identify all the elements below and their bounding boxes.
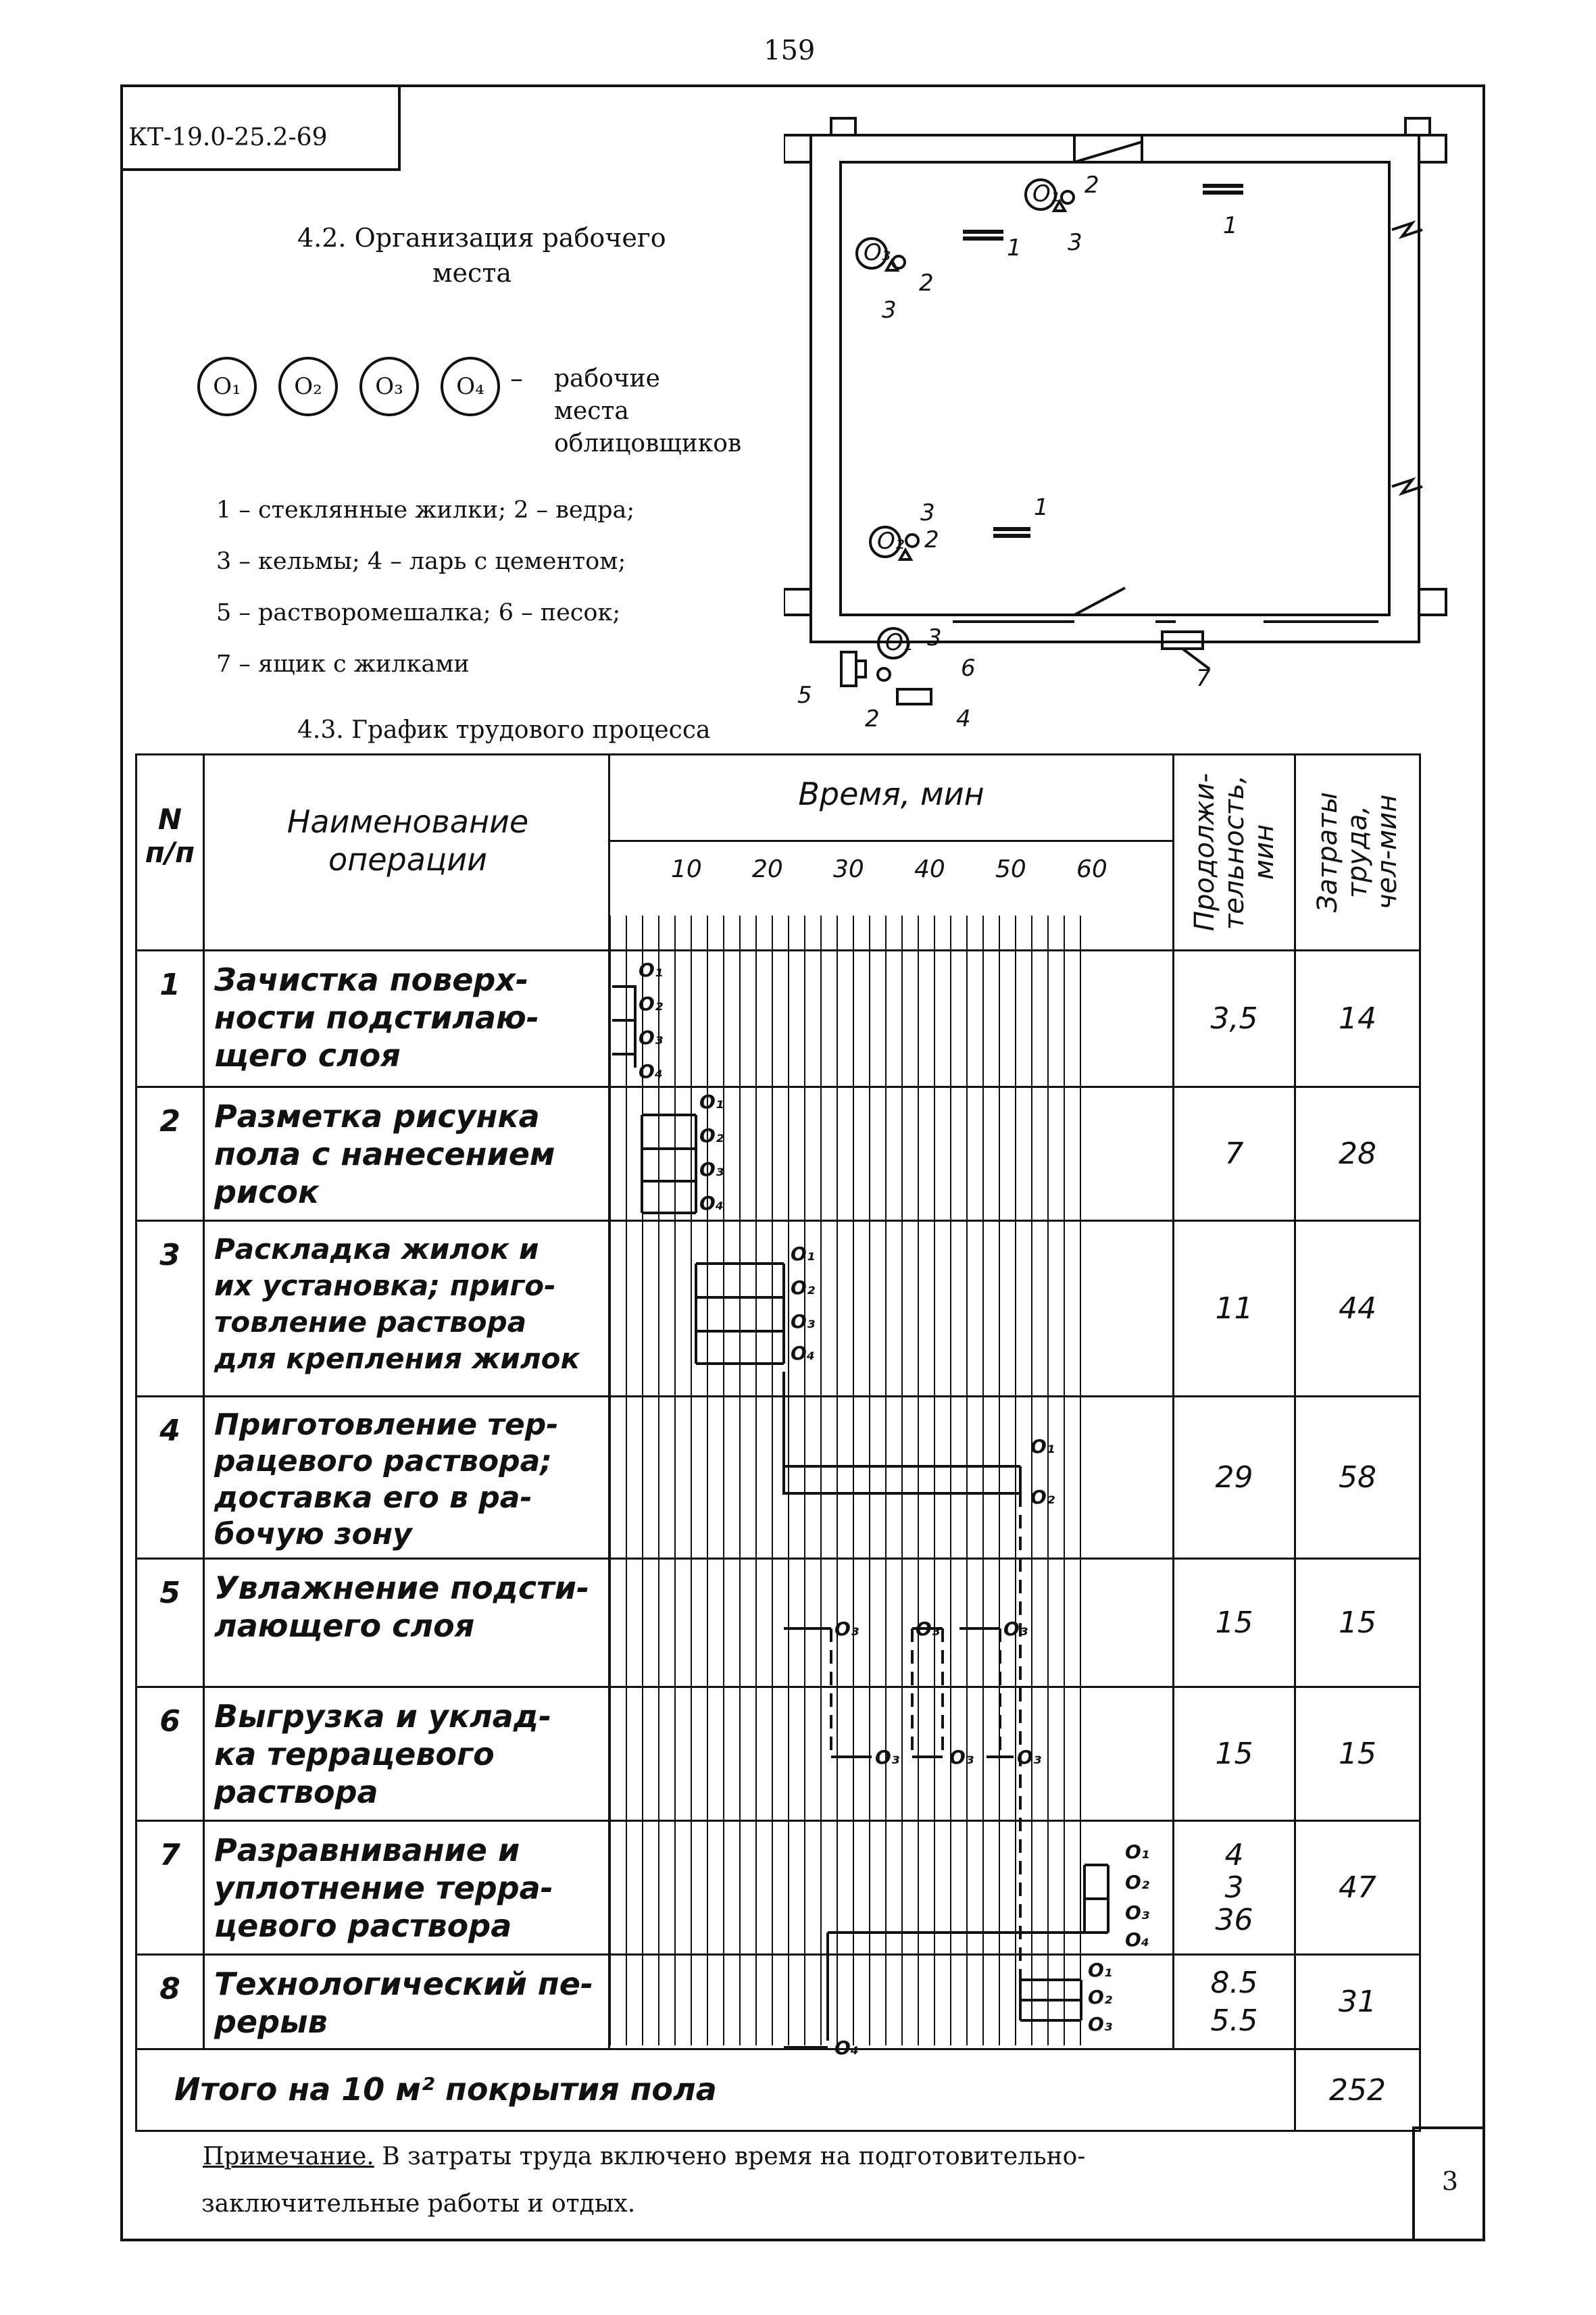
note-text-2: заключительные работы и отдых. — [201, 2190, 636, 2218]
tick-50: 50 — [995, 855, 1026, 883]
g-r5-o3b: O₃ — [916, 1618, 941, 1640]
total-value: 252 — [1295, 2049, 1420, 2131]
g-r8-o2: O₂ — [1088, 1986, 1113, 2008]
g-r2-o3: O₃ — [699, 1158, 724, 1180]
row7-num: 7 — [136, 1821, 204, 1955]
row1-operation: Зачистка поверх- ности подстилаю- щего слоя — [204, 951, 609, 1087]
plan-n3-a: 3 — [882, 297, 897, 324]
g-r3-o2: O₂ — [791, 1276, 816, 1299]
row1-num: 1 — [136, 951, 204, 1087]
plan-o1: O₁ — [1032, 180, 1060, 207]
row3-operation: Раскладка жилок и их установка; приго- товление раствора для крепления жилок — [204, 1221, 609, 1397]
g-r1-o2: O₂ — [639, 993, 664, 1015]
tick-30: 30 — [833, 855, 864, 883]
note-head: Примечание. — [203, 2143, 374, 2170]
row1-duration: 3,5 — [1174, 951, 1295, 1087]
row2-timeline — [609, 1087, 1174, 1221]
time-scale — [610, 842, 1172, 896]
g-r1-o1: O₁ — [639, 959, 664, 981]
row3-num: 3 — [136, 1221, 204, 1397]
row7-labor: 47 — [1295, 1821, 1420, 1955]
plan-n2-d: 2 — [865, 705, 880, 732]
g-r6-o3c: O₃ — [1017, 1746, 1042, 1768]
g-r2-o1: O₁ — [699, 1091, 724, 1113]
g-r8-o3: O₃ — [1088, 2013, 1113, 2035]
legend-line-2: 3 – кельмы; 4 – ларь с цементом; — [216, 548, 626, 575]
g-r8-o1: O₁ — [1088, 1959, 1113, 1981]
row8-operation: Технологический пе- рерыв — [204, 1955, 609, 2049]
labor-process-table — [135, 753, 1421, 2132]
plan-n3-c: 3 — [920, 499, 935, 526]
header-operation: Наименование операции — [204, 755, 609, 951]
g-r3-o3: O₃ — [791, 1310, 816, 1333]
workers-desc-2: места — [554, 397, 629, 425]
row5-timeline — [609, 1559, 1174, 1687]
plan-o2: O₂ — [877, 528, 905, 555]
row4-timeline — [609, 1397, 1174, 1559]
plan-n6: 6 — [961, 655, 976, 682]
worker-o4-symbol: O₄ — [441, 357, 500, 416]
row8-num: 8 — [136, 1955, 204, 2049]
worker-o2-symbol: O₂ — [278, 357, 338, 416]
plan-n3-b: 3 — [1068, 229, 1082, 256]
row2-num: 2 — [136, 1087, 204, 1221]
plan-n2-c: 2 — [924, 526, 939, 553]
workers-desc-1: рабочие — [554, 365, 660, 393]
g-r7-o2: O₂ — [1125, 1871, 1150, 1893]
g-r5-o3c: O₃ — [1003, 1618, 1028, 1640]
row6-operation: Выгрузка и уклад- ка террацевого раствора — [204, 1687, 609, 1821]
row6-timeline — [609, 1687, 1174, 1821]
plan-o1-b: O₁ — [885, 629, 913, 656]
note — [203, 2133, 1351, 2228]
header-num: N п/п — [136, 755, 204, 951]
plan-n3-d: 3 — [927, 624, 942, 651]
g-r7-o1: O₁ — [1125, 1841, 1150, 1863]
workers-desc-3: облицовщиков — [554, 430, 742, 457]
row6-duration: 15 — [1174, 1687, 1295, 1821]
section-42-title: 4.2. Организация рабочего — [297, 223, 666, 253]
g-r4-o1: O₁ — [1030, 1435, 1055, 1458]
row4-num: 4 — [136, 1397, 204, 1559]
g-r1-o4: O₄ — [639, 1060, 664, 1082]
row1-timeline — [609, 951, 1174, 1087]
plan-n1-a: 1 — [1223, 212, 1238, 239]
row5-duration: 15 — [1174, 1559, 1295, 1687]
legend-line-4: 7 – ящик с жилками — [216, 651, 470, 678]
g-r1-o3: O₃ — [639, 1026, 664, 1049]
row6-labor: 15 — [1295, 1687, 1420, 1821]
g-r3-o1: O₁ — [791, 1243, 816, 1265]
row3-timeline — [609, 1221, 1174, 1397]
document-code: КТ-19.0-25.2-69 — [120, 84, 401, 171]
row6-num: 6 — [136, 1687, 204, 1821]
tick-60: 60 — [1076, 855, 1107, 883]
header-labor: Затраты труда, чел-мин — [1295, 755, 1420, 951]
row2-labor: 28 — [1295, 1087, 1420, 1221]
section-42-title-2: места — [432, 258, 512, 288]
tick-40: 40 — [914, 855, 945, 883]
workers-dash: – — [510, 364, 523, 393]
g-r5-o3a: O₃ — [834, 1618, 859, 1640]
row7-operation: Разравнивание и уплотнение терра- цевого раствора — [204, 1821, 609, 1955]
row2-duration: 7 — [1174, 1087, 1295, 1221]
plan-n1-b: 1 — [1007, 234, 1022, 262]
tick-10: 10 — [671, 855, 702, 883]
worker-o3-symbol: O₃ — [359, 357, 419, 416]
row7-timeline — [609, 1821, 1174, 1955]
row5-labor: 15 — [1295, 1559, 1420, 1687]
worker-o1-symbol: O₁ — [197, 357, 257, 416]
g-r6-o3a: O₃ — [875, 1746, 900, 1768]
row8-labor: 31 — [1295, 1955, 1420, 2049]
page-number: 159 — [764, 35, 816, 66]
row4-operation: Приготовление тер- рацевого раствора; доставка его в ра- бочую зону — [204, 1397, 609, 1559]
sheet-number: 3 — [1412, 2126, 1485, 2241]
g-r6-o3b: O₃ — [949, 1746, 974, 1768]
row8-duration: 8.5 5.5 — [1174, 1955, 1295, 2049]
plan-n2-b: 2 — [1084, 172, 1099, 199]
row3-labor: 44 — [1295, 1221, 1420, 1397]
plan-n7: 7 — [1196, 665, 1211, 692]
g-r7-o4: O₄ — [1125, 1928, 1150, 1951]
row4-labor: 58 — [1295, 1397, 1420, 1559]
row2-operation: Разметка рисунка пола с нанесением рисок — [204, 1087, 609, 1221]
g-r3-o4: O₄ — [791, 1342, 816, 1364]
plan-n4: 4 — [956, 705, 971, 732]
section-43-title: 4.3. График трудового процесса — [297, 716, 711, 744]
g-r4-o2: O₂ — [1030, 1486, 1055, 1508]
row8-timeline — [609, 1955, 1174, 2049]
header-duration: Продолжи- тельность, мин — [1174, 755, 1295, 951]
legend-line-1: 1 – стеклянные жилки; 2 – ведра; — [216, 497, 635, 524]
header-time-title: Время, мин — [610, 755, 1172, 842]
row3-duration: 11 — [1174, 1221, 1295, 1397]
plan-n5: 5 — [797, 682, 812, 709]
g-r7-o3: O₃ — [1125, 1901, 1150, 1924]
row5-operation: Увлажнение подсти- лающего слоя — [204, 1559, 609, 1687]
g-r8-o4: O₄ — [834, 2037, 859, 2059]
g-r2-o4: O₄ — [699, 1192, 724, 1214]
plan-o3: O₃ — [864, 239, 891, 266]
row4-duration: 29 — [1174, 1397, 1295, 1559]
plan-n1-c: 1 — [1034, 494, 1049, 521]
legend-line-3: 5 – растворомешалка; 6 – песок; — [216, 599, 621, 626]
workplace-plan — [784, 108, 1487, 757]
row1-labor: 14 — [1295, 951, 1420, 1087]
row7-duration: 4 3 36 — [1174, 1821, 1295, 1955]
row5-num: 5 — [136, 1559, 204, 1687]
tick-20: 20 — [752, 855, 783, 883]
g-r2-o2: O₂ — [699, 1124, 724, 1147]
note-text: В затраты труда включено время на подготовительно- — [374, 2143, 1086, 2170]
plan-n2-a: 2 — [919, 270, 934, 297]
header-time — [609, 755, 1174, 951]
total-label: Итого на 10 м² покрытия пола — [136, 2049, 1295, 2131]
